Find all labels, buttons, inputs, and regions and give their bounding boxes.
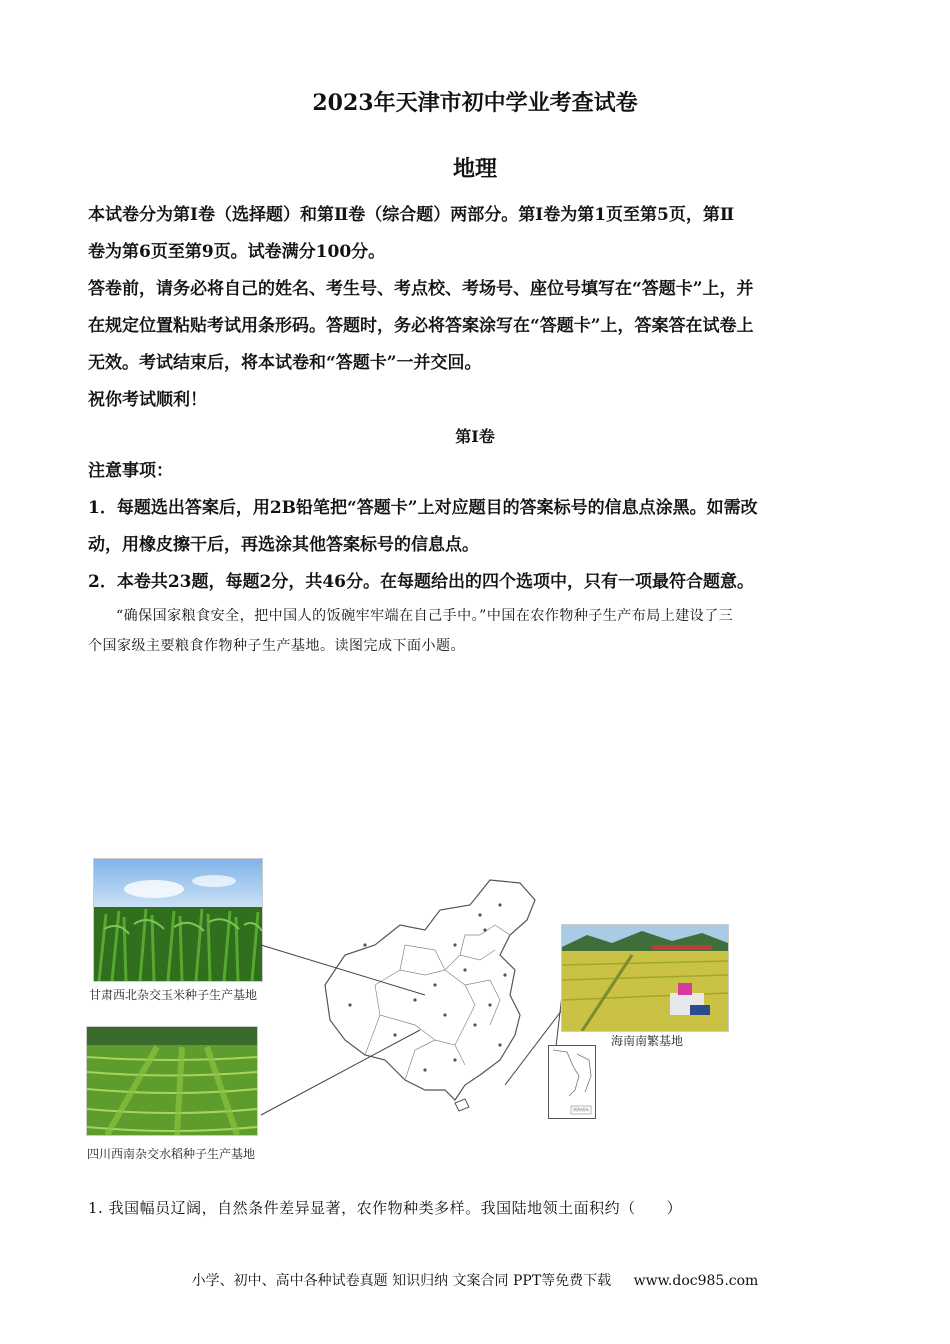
instruction-line: 卷为第6页至第9页。试卷满分100分。 (88, 242, 386, 262)
passage-line: “确保国家粮食安全，把中国人的饭碗牢牢端在自己手中。”中国在农作物种子生产布局上建设了三 (116, 608, 734, 624)
inset-label: 南海诸岛 (573, 1107, 589, 1112)
south-china-sea-inset (548, 1045, 596, 1119)
instruction-line: 无效。考试结束后，将本试卷和“答题卡”一并交回。 (88, 353, 482, 373)
caption-sichuan: 四川西南杂交水稻种子生产基地 (87, 1147, 256, 1161)
instruction-line: 本试卷分为第Ⅰ卷（选择题）和第Ⅱ卷（综合题）两部分。第Ⅰ卷为第1页至第5页，第Ⅱ (88, 205, 735, 225)
instructions (88, 197, 858, 419)
subject-title: 地理 (452, 156, 497, 182)
instruction-line: 在规定位置粘贴考试用条形码。答题时，务必将答案涂写在“答题卡”上，答案答在试卷上 (88, 316, 754, 336)
instruction-line: 答卷前，请务必将自己的姓名、考生号、考点校、考场号、座位号填写在“答题卡”上，并 (88, 279, 754, 299)
caption-hainan: 海南南繁基地 (611, 1034, 684, 1048)
passage (88, 601, 858, 661)
instruction-line: 祝你考试顺利！ (88, 390, 207, 410)
notice-item: 2．本卷共23题，每题2分，共46分。在每题给出的四个选项中，只有一项最符合题意。 (88, 572, 754, 592)
question-1: 1. 我国幅员辽阔，自然条件差异显著，农作物种类多样。我国陆地领土面积约（ ） (88, 1199, 683, 1217)
notice-block (88, 453, 858, 601)
passage-line: 个国家级主要粮食作物种子生产基地。读图完成下面小题。 (88, 638, 465, 654)
exam-title: 2023年天津市初中学业考查试卷 (312, 90, 638, 116)
section-title: 第Ⅰ卷 (455, 427, 495, 446)
footer-text: 小学、初中、高中各种试卷真题 知识归纳 文案合同 PPT等免费下载 (191, 1273, 612, 1289)
notice-item: 1．每题选出答案后，用2B铅笔把“答题卡”上对应题目的答案标号的信息点涂黑。如需改 (88, 498, 758, 518)
notice-item: 动，用橡皮擦干后，再选涂其他答案标号的信息点。 (88, 535, 479, 555)
notice-heading: 注意事项： (88, 461, 173, 481)
harvest-photo (561, 924, 729, 1032)
figure-seed-bases (85, 855, 735, 1165)
footer-url[interactable]: www.doc985.com (633, 1273, 759, 1289)
caption-gansu: 甘肃西北杂交玉米种子生产基地 (89, 988, 258, 1002)
footer (0, 1270, 950, 1290)
